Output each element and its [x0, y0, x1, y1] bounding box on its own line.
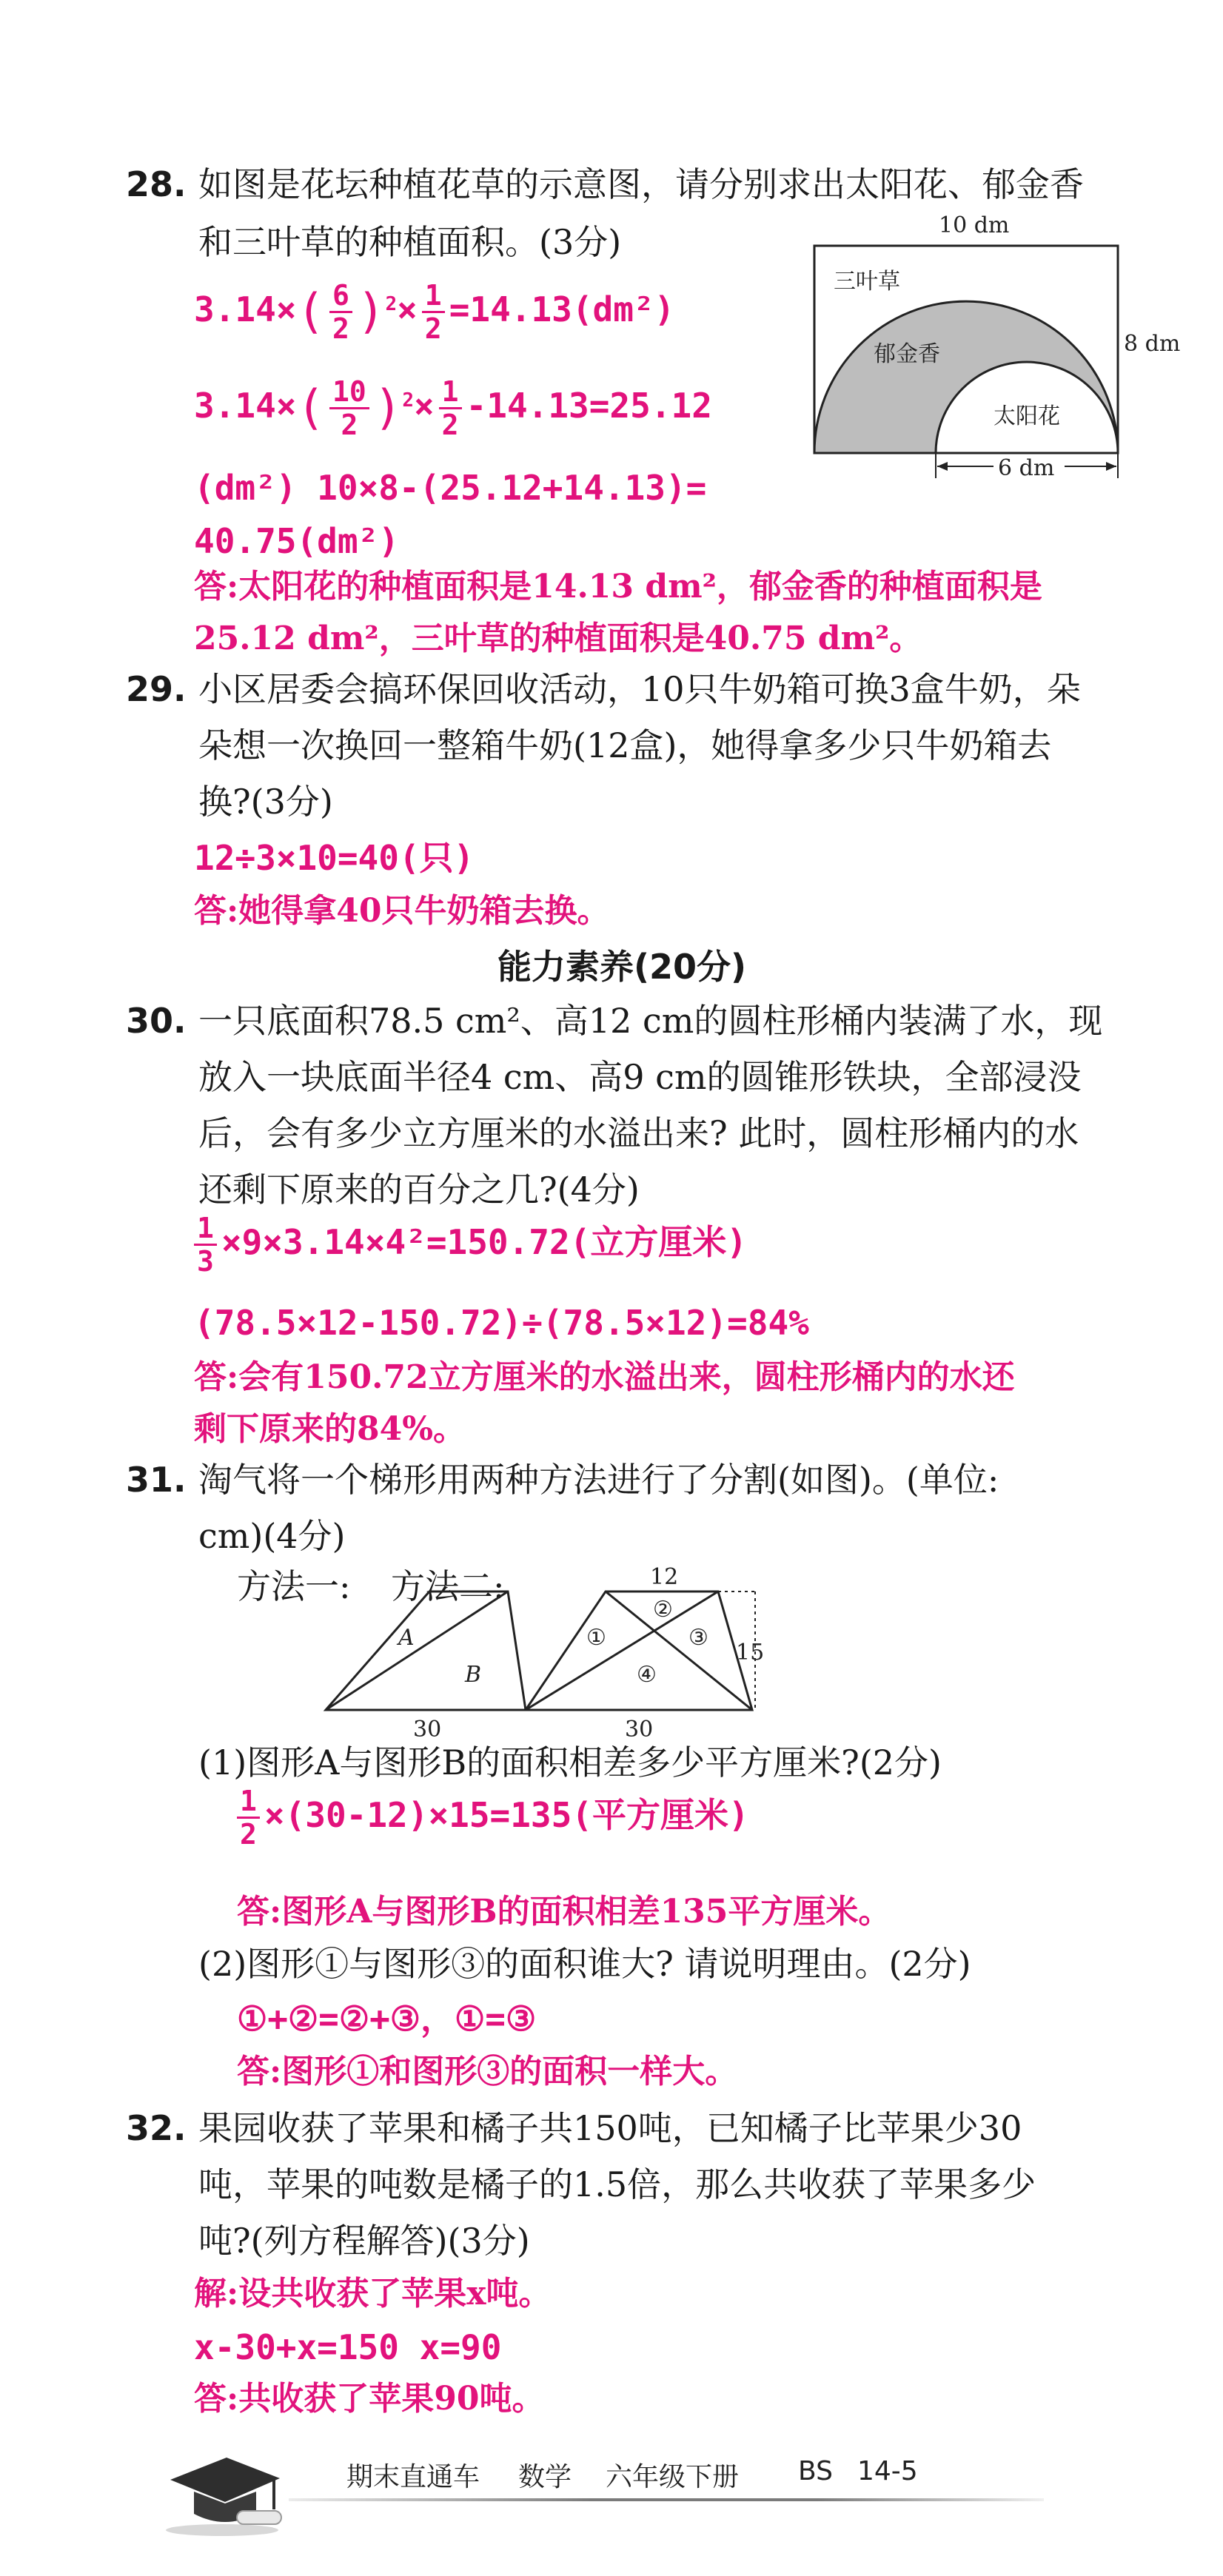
q29-answer: 答:她得拿40只牛奶箱去换。	[194, 892, 610, 930]
height-label: 15	[736, 1640, 765, 1666]
q31-text-line2: cm)(4分)	[198, 1516, 346, 1556]
q28-calc4: 40.75(dm²)	[194, 521, 399, 561]
q31-sub2-answer: 答:图形①和图形③的面积一样大。	[237, 2053, 738, 2090]
region-b-label: B	[465, 1662, 482, 1688]
q28-answer-line2: 25.12 dm²，三叶草的种植面积是40.75 dm²。	[194, 620, 922, 657]
q30-text-line3: 后，会有多少立方厘米的水溢出来? 此时，圆柱形桶内的水	[198, 1113, 1079, 1153]
q30-number: 30.	[126, 1001, 187, 1041]
q30-text-line2: 放入一块底面半径4 cm、高9 cm的圆锥形铁块，全部浸没	[198, 1057, 1082, 1097]
footer-rule	[289, 2498, 1044, 2501]
figure-top-label: 10 dm	[939, 212, 1010, 238]
q28-text-line2: 和三叶草的种植面积。(3分)	[198, 222, 622, 262]
q28-calc1-result: =14.13(dm²)	[449, 289, 675, 329]
region-a-label: A	[398, 1625, 415, 1651]
q32-text-line1: 果园收获了苹果和橘子共150吨，已知橘子比苹果少30	[198, 2108, 1022, 2148]
q29-text-line1: 小区居委会搞环保回收活动，10只牛奶箱可换3盒牛奶，朵	[198, 669, 1081, 709]
q28-number: 28.	[126, 164, 187, 204]
q30-calc1-fraction: $\frac{1}{3}$	[194, 1214, 217, 1275]
region-3-label: ③	[688, 1625, 708, 1651]
top-base-label: 12	[650, 1564, 679, 1590]
region-1-label: ①	[586, 1625, 606, 1651]
footer-grade: 六年级下册	[606, 2462, 740, 2492]
q31-sub1: (1)图形A与图形B的面积相差多少平方厘米?(2分)	[198, 1743, 942, 1782]
q31-text-line1: 淘气将一个梯形用两种方法进行了分割(如图)。(单位:	[198, 1460, 999, 1500]
graduation-cap-icon	[155, 2443, 289, 2539]
q31-method1-label: 方法一:	[237, 1566, 351, 1606]
method1-trapezoid	[326, 1591, 526, 1710]
method1-base-label: 30	[413, 1717, 442, 1743]
q28-calc2-result: -14.13=25.12	[466, 386, 712, 426]
q31-sub2: (2)图形①与图形③的面积谁大? 请说明理由。(2分)	[198, 1944, 971, 1984]
q28-calc1-prefix: 3.14×	[194, 289, 297, 329]
q31-trapezoid-figure	[311, 1564, 785, 1743]
q32-text-line3: 吨?(列方程解答)(3分)	[198, 2221, 530, 2261]
region-4-label: ④	[637, 1662, 657, 1688]
q32-number: 32.	[126, 2108, 187, 2148]
footer-book: 期末直通车	[346, 2462, 480, 2492]
q28-calc2: 3.14×( $\frac{10}{2}$ )$^2$× $\frac{1}{2}$ -14.13=25.12	[194, 375, 712, 441]
method1-diagonal	[326, 1591, 508, 1710]
q28-calc1-half: $\frac{1}{2}$	[422, 281, 445, 343]
method2-base-label: 30	[625, 1717, 654, 1743]
q32-step1: 解:设共收获了苹果x吨。	[194, 2275, 552, 2312]
q31-sub1-calc: $\frac{1}{2}$ ×(30-12)×15=135(平方厘米)	[237, 1787, 749, 1848]
q30-answer-line1: 答:会有150.72立方厘米的水溢出来，圆柱形桶内的水还	[194, 1358, 1015, 1396]
footer-edition: BS	[798, 2456, 833, 2486]
q29-text-line2: 朵想一次换回一整箱牛奶(12盒)，她得拿多少只牛奶箱去	[198, 725, 1052, 765]
region-2-label: ②	[653, 1597, 673, 1623]
q30-text-line4: 还剩下原来的百分之几?(4分)	[198, 1170, 640, 1210]
q30-answer-line2: 剩下原来的84%。	[194, 1410, 466, 1448]
q32-step2: x-30+x=150 x=90	[194, 2327, 502, 2367]
figure-bottom-label: 6 dm	[998, 455, 1055, 481]
method2-diagonal-2	[606, 1591, 752, 1710]
figure-right-label: 8 dm	[1124, 331, 1181, 357]
q28-calc1: 3.14×( $\frac{6}{2}$ )$^2$× $\frac{1}{2}$ =14.13(dm²)	[194, 279, 675, 345]
q30-calc1: $\frac{1}{3}$ ×9×3.14×4²=150.72(立方厘米)	[194, 1214, 747, 1275]
q28-calc1-fraction: $\frac{6}{2}$	[329, 281, 352, 343]
q31-sub1-answer: 答:图形A与图形B的面积相差135平方厘米。	[237, 1893, 891, 1931]
q28-answer-line1: 答:太阳花的种植面积是14.13 dm²，郁金香的种植面积是	[194, 568, 1042, 606]
q30-calc2: (78.5×12-150.72)÷(78.5×12)=84%	[194, 1303, 809, 1343]
q32-answer: 答:共收获了苹果90吨。	[194, 2380, 545, 2418]
footer-page-number: 14-5	[857, 2456, 918, 2486]
q30-text-line1: 一只底面积78.5 cm²、高12 cm的圆柱形桶内装满了水，现	[198, 1001, 1103, 1041]
q31-sub2-calc: ①+②=②+③，①=③	[237, 1999, 537, 2039]
section-heading: 能力素养(20分)	[497, 947, 747, 987]
clover-label: 三叶草	[834, 269, 900, 295]
q28-text-line1: 如图是花坛种植花草的示意图，请分别求出太阳花、郁金香	[198, 164, 1084, 204]
q32-text-line2: 吨，苹果的吨数是橘子的1.5倍，那么共收获了苹果多少	[198, 2164, 1036, 2204]
sunflower-label: 太阳花	[994, 403, 1060, 429]
q31-method2-label: 方法二:	[391, 1566, 505, 1606]
footer-subject: 数学	[518, 2462, 572, 2492]
q29-number: 29.	[126, 669, 187, 709]
method2-diagonal-1	[526, 1591, 718, 1710]
q29-text-line3: 换?(3分)	[198, 782, 333, 822]
method2-trapezoid	[526, 1564, 764, 1710]
q31-number: 31.	[126, 1460, 187, 1500]
q29-calc: 12÷3×10=40(只)	[194, 838, 475, 878]
tulip-label: 郁金香	[874, 341, 940, 367]
q28-flowerbed-figure	[800, 212, 1181, 489]
q28-calc3: (dm²) 10×8-(25.12+14.13)=	[194, 468, 707, 508]
